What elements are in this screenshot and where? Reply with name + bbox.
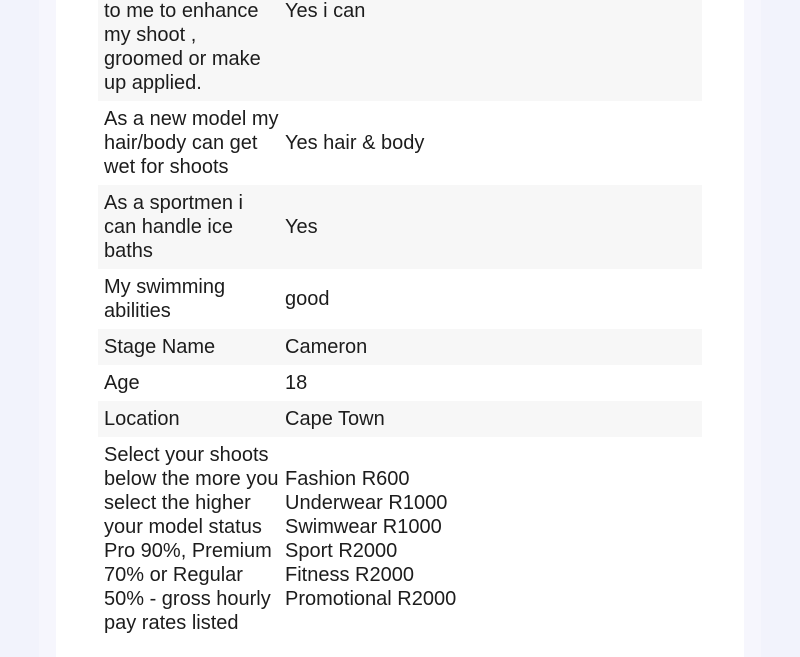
submission-details-table [98,0,702,641]
shoot-option: Sport R2000 [285,540,398,562]
table-row [98,329,702,365]
row-value-list [279,437,702,641]
table-row [98,437,702,641]
row-label: As a new model my hair/body can get wet for shoots [104,108,279,178]
table-row [98,269,702,329]
shoot-option: Underwear R1000 [285,492,448,514]
shoot-option: Fashion R600 [285,468,410,490]
row-label: Stage Name [104,336,216,358]
row-value: Yes [285,216,318,238]
table-row [98,185,702,269]
shoot-option: Swimwear R1000 [285,516,442,538]
row-value: Cameron [285,336,368,358]
row-value: good [285,288,330,310]
row-label: Age [104,372,140,394]
table-row [98,101,702,185]
shoot-option: Promotional R2000 [285,588,457,610]
row-label: to me to enhance my shoot , groomed or make up applied. [104,0,261,94]
row-value: Yes i can [285,0,366,22]
row-label: My swimming abilities [104,276,226,322]
table-row [98,401,702,437]
row-label: As a sportmen i can handle ice baths [104,192,243,262]
row-value: Yes hair & body [285,132,425,154]
row-label: Location [104,408,180,430]
table-row [98,0,702,101]
shoot-option: Fitness R2000 [285,564,414,586]
row-value: 18 [285,372,308,394]
row-label: Select your shoots below the more you select the higher your model status Pro 90%, Premium 70% or Regular 50% - gross hourly pay rates listed [104,444,279,634]
row-value: Cape Town [285,408,385,430]
page-background [39,0,761,657]
table-row [98,365,702,401]
details-card [56,0,744,657]
